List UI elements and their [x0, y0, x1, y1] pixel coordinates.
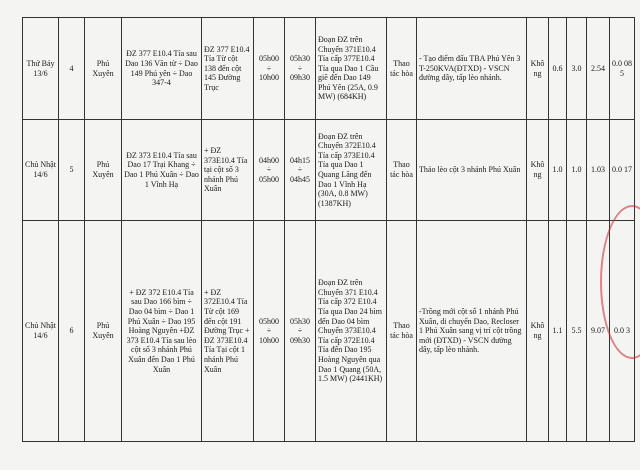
- end-time-cell: 05h30 ÷ 09h30: [285, 221, 316, 442]
- action-cell: Thao tác hòa: [387, 221, 417, 442]
- work-cell: -Trồng mới cột số 1 nhánh Phú Xuân, di chuyển Dao, Recloser 1 Phú Xuân sang vị trí cột trồng mới (ĐTXD) - VSCN đường dây, tấp lèo nhánh.: [417, 221, 527, 442]
- affected-area-cell: Đoạn ĐZ trên Chuyến 371 E10.4 Tía cấp 372 E10.4 Tía qua Dao 24 bìm đến Dao 04 bìm Chuyến 373E10.4 Tía cấp 372E10.4 Tía đến Dao 195 Hoàng Nguyên qua Dao 1 Quang (50A, 1.5 MW) (2441KH): [316, 221, 387, 442]
- value-cell: 5.5: [567, 221, 587, 442]
- tool-cell: Không: [527, 120, 549, 221]
- action-cell: Thao tác hòa: [387, 120, 417, 221]
- value-cell: 2.54: [587, 18, 610, 120]
- start-time-cell: 04h00 ÷ 05h00: [254, 120, 285, 221]
- day-cell: Chủ Nhật 14/6: [23, 221, 59, 442]
- grid-cell: + ĐZ 373E10.4 Tía tại cột số 3 nhánh Phú Xuân: [202, 120, 254, 221]
- value-cell: 1.0: [567, 120, 587, 221]
- value-cell: 0.0 17: [610, 120, 635, 221]
- work-cell: - Tạo điểm đấu TBA Phú Yên 3 T-250KVA(ĐTXD) - VSCN đường dây, tấp lèo nhánh.: [417, 18, 527, 120]
- value-cell: 9.07: [587, 221, 610, 442]
- value-cell: 0.0 3: [610, 221, 635, 442]
- day-cell: Chủ Nhật 14/6: [23, 120, 59, 221]
- table-row: [23, 120, 635, 221]
- affected-area-cell: Đoạn ĐZ trên Chuyến 371E10.4 Tía cấp 377E10.4 Tía qua Dao 1 Cầu giẽ đến Dao 149 Phú Yên (25A, 0.9 MW) (684KH): [316, 18, 387, 120]
- action-cell: Thao tác hòa: [387, 18, 417, 120]
- tool-cell: Không: [527, 221, 549, 442]
- end-time-cell: 05h30 ÷ 09h30: [285, 18, 316, 120]
- table-row: [23, 221, 635, 442]
- index-cell: 6: [59, 221, 85, 442]
- start-time-cell: 05h00 ÷ 10h00: [254, 221, 285, 442]
- unit-cell: Phú Xuyên: [85, 120, 122, 221]
- grid-cell: ĐZ 377 E10.4 Tía Từ cột 138 đến cột 145 Đường Trục: [202, 18, 254, 120]
- index-cell: 5: [59, 120, 85, 221]
- outage-schedule-table: [22, 17, 635, 442]
- value-cell: 1.03: [587, 120, 610, 221]
- grid-cell: + ĐZ 372E10.4 Tía Từ cột 169 đến cột 191 Đường Trục + ĐZ 373E10.4 Tía Tại cột 1 nhánh Phú Xuân: [202, 221, 254, 442]
- work-cell: Tháo lèo cột 3 nhánh Phú Xuân: [417, 120, 527, 221]
- index-cell: 4: [59, 18, 85, 120]
- value-cell: 0.6: [549, 18, 567, 120]
- day-cell: Thứ Bảy 13/6: [23, 18, 59, 120]
- table-row: [23, 18, 635, 120]
- line-cell: ĐZ 373 E10.4 Tía sau Dao 17 Trại Khang ÷ Dao 1 Phú Xuân ÷ Dao 1 Vĩnh Hạ: [122, 120, 202, 221]
- value-cell: 3.0: [567, 18, 587, 120]
- line-cell: ĐZ 377 E10.4 Tía sau Dao 136 Văn từ ÷ Dao 149 Phú yên ÷ Dao 347-4: [122, 18, 202, 120]
- value-cell: 1.0: [549, 120, 567, 221]
- value-cell: 1.1: [549, 221, 567, 442]
- line-cell: + ĐZ 372 E10.4 Tía sau Dao 166 bìm ÷ Dao 04 bìm ÷ Dao 1 Phú Xuân ÷ Dao 195 Hoàng Nguyên +ĐZ 373 E10.4 Tía sau lèo cột số 3 nhánh Phú Xuân đến Dao 1 Phú Xuân: [122, 221, 202, 442]
- unit-cell: Phú Xuyên: [85, 18, 122, 120]
- value-cell: 0.0 08 5: [610, 18, 635, 120]
- unit-cell: Phú Xuyên: [85, 221, 122, 442]
- start-time-cell: 05h00 ÷ 10h00: [254, 18, 285, 120]
- end-time-cell: 04h15 ÷ 04h45: [285, 120, 316, 221]
- tool-cell: Không: [527, 18, 549, 120]
- affected-area-cell: Đoạn ĐZ trên Chuyến 372E10.4 Tía cấp 373E10.4 Tía qua Dao 1 Quang Lãng đến Dao 1 Vĩnh Hạ (30A, 0.8 MW) (1387KH): [316, 120, 387, 221]
